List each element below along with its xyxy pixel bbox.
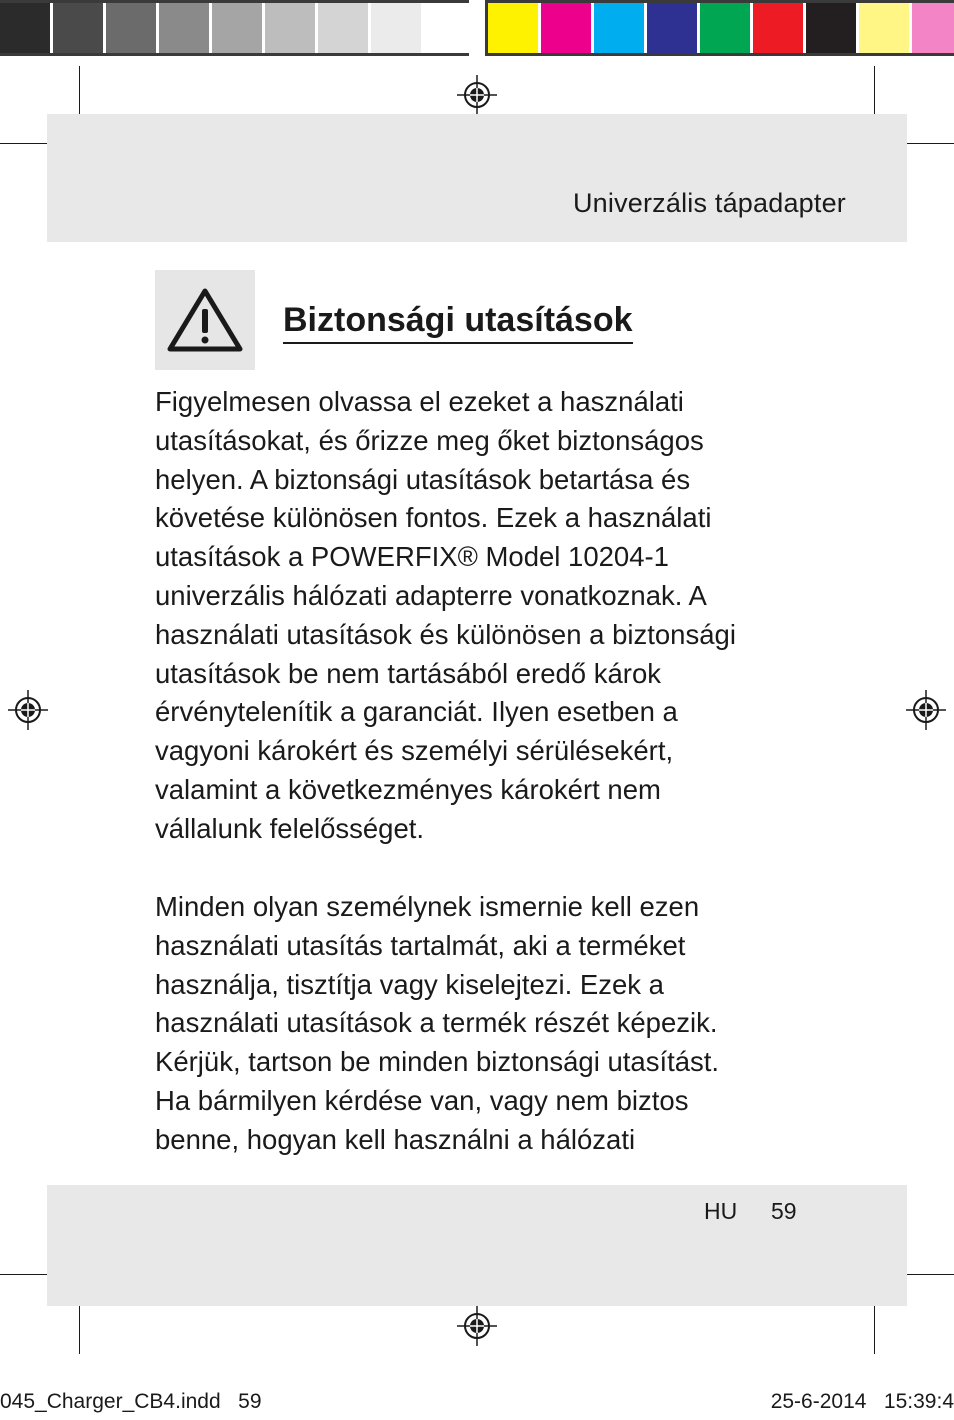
text-line: használati utasítások és különösen a biztonsági xyxy=(155,618,736,650)
process-color-swatch xyxy=(806,3,856,53)
slug-filename: 045_Charger_CB4.indd 59 xyxy=(0,1390,262,1413)
process-color-swatch xyxy=(912,3,954,53)
header-band xyxy=(47,114,907,242)
registration-mark-icon xyxy=(455,73,499,117)
process-color-swatch xyxy=(859,3,909,53)
text-line: érvénytelenítik a garanciát. Ilyen esetben a xyxy=(155,696,678,728)
process-color-swatch xyxy=(700,3,750,53)
registration-mark-icon xyxy=(6,688,50,732)
process-color-swatch xyxy=(541,3,591,53)
text-line: utasítások a POWERFIX® Model 10204-1 xyxy=(155,541,669,573)
slug-datetime: 25-6-2014 15:39:4 xyxy=(770,1390,954,1413)
running-header-title: Univerzális tápadapter xyxy=(572,188,846,218)
paragraph-1 xyxy=(155,383,815,849)
text-line: Kérjük, tartson be minden biztonsági utasítást. xyxy=(155,1046,720,1078)
gray-swatch xyxy=(424,3,474,53)
gray-swatch xyxy=(212,3,262,53)
crop-mark xyxy=(79,1298,80,1354)
registration-mark-icon xyxy=(455,1304,499,1348)
text-line: követése különösen fontos. Ezek a használati xyxy=(155,502,712,534)
text-line: Minden olyan személynek ismernie kell ezen xyxy=(155,891,700,922)
text-line: Figyelmesen olvassa el ezeket a használati xyxy=(155,386,684,417)
gray-swatch xyxy=(53,3,103,53)
gray-swatch xyxy=(0,3,50,53)
process-color-swatch xyxy=(647,3,697,53)
crop-mark xyxy=(874,1298,875,1354)
gray-swatch xyxy=(265,3,315,53)
text-line: használati utasítások a termék részét képezik. xyxy=(155,1007,718,1039)
text-line: vállalunk felelősséget. xyxy=(155,812,425,844)
text-line: utasítások be nem tartásából eredő károk xyxy=(155,657,661,689)
paragraph-2 xyxy=(155,888,815,1160)
gray-swatch xyxy=(318,3,368,53)
text-line: benne, hogyan kell használni a hálózati xyxy=(155,1123,636,1155)
process-color-swatch xyxy=(753,3,803,53)
text-line: univerzális hálózati adapterre vonatkoznak. A xyxy=(155,579,707,611)
text-line: utasításokat, és őrizze meg őket biztonságos xyxy=(155,424,704,456)
process-color-swatch xyxy=(488,3,538,53)
text-line: vagyoni károkért és személyi sérülésekért, xyxy=(155,735,674,767)
language-code: HU xyxy=(704,1198,738,1224)
process-color-swatch xyxy=(594,3,644,53)
gray-swatch xyxy=(159,3,209,53)
text-line: valamint a következményes károkért nem xyxy=(155,773,661,805)
text-line: használja, tisztítja vagy kiselejtezi. Ezek a xyxy=(155,968,664,1000)
gray-swatch xyxy=(371,3,421,53)
text-line: használati utasítás tartalmát, aki a terméket xyxy=(155,929,686,961)
registration-mark-icon xyxy=(904,688,948,732)
gray-swatch xyxy=(106,3,156,53)
section-title: Biztonsági utasítások xyxy=(283,300,633,344)
warning-box xyxy=(155,270,255,370)
text-line: helyen. A biztonsági utasítások betartása és xyxy=(155,463,691,495)
text-line: Ha bármilyen kérdése van, vagy nem biztos xyxy=(155,1084,689,1116)
color-calibration-bar xyxy=(0,0,954,56)
page-number: 59 xyxy=(771,1198,797,1224)
warning-triangle-icon xyxy=(167,287,243,353)
